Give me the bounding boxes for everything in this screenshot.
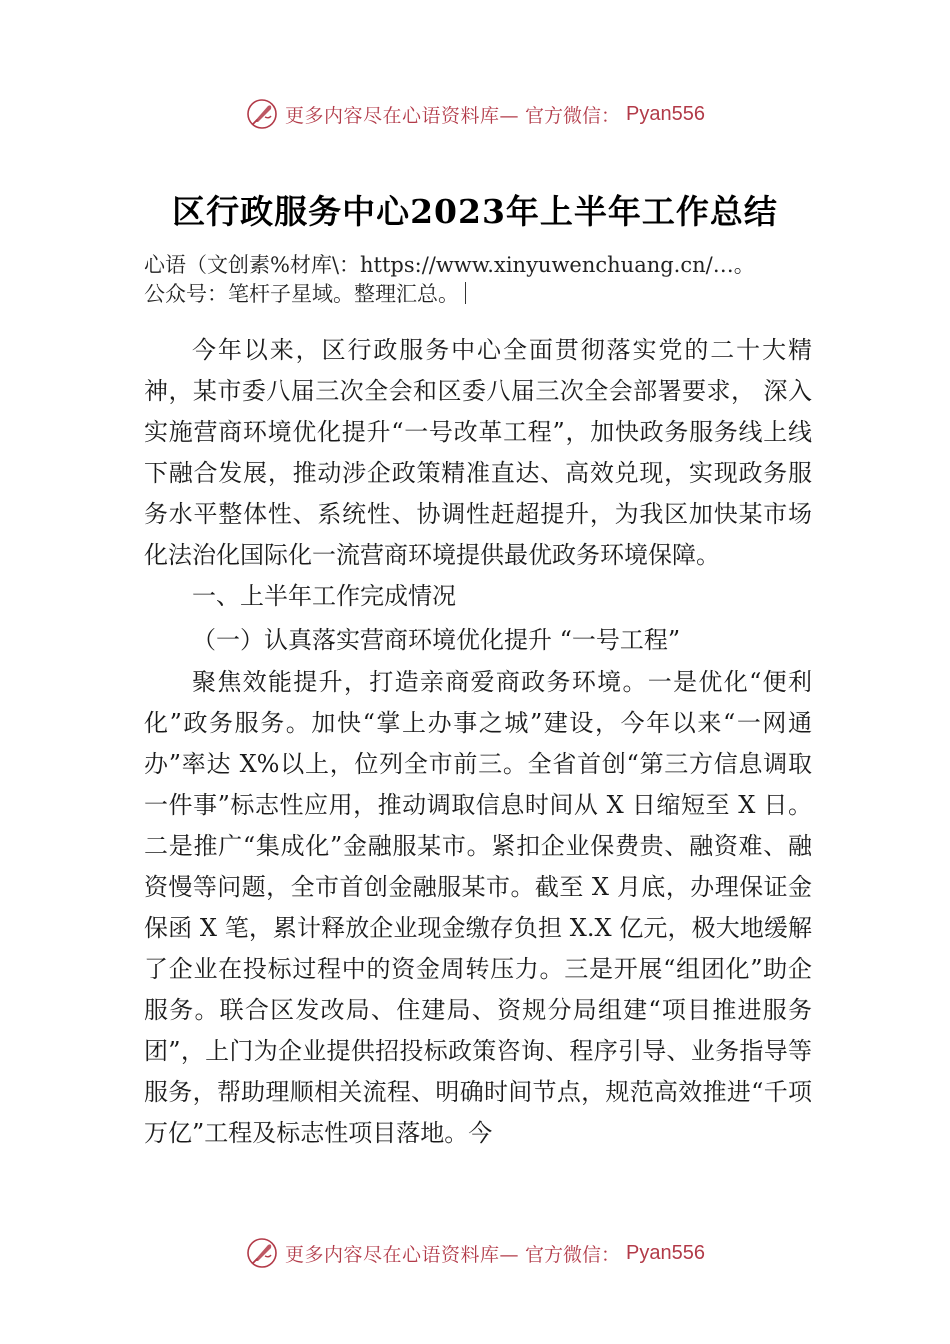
banner-text: 更多内容尽在心语资料库— xyxy=(285,104,520,127)
section-heading-1: 一、上半年工作完成情况 xyxy=(192,582,456,610)
document-body xyxy=(144,330,812,1154)
banner-text: 更多内容尽在心语资料库— xyxy=(285,1243,520,1266)
text-cursor xyxy=(465,282,466,304)
body-paragraph-2: 聚焦效能提升，打造亲商爱商政务环境。一是优化“便利化”政务服务。加快“掌上办事之城”建设，今年以来“一网通办”率达 X%以上，位列全市前三。全省首创“第三方信息调取一件事”标志性应用，推动调取信息时间从 X 日缩短至 X 日。二是推广“集成化”金融服某市。紧扣企业保费贵、融资难、融资慢等问题，全市首创金融服某市。截至 X 月底，办理保证金保函 X 笔，累计释放企业现金缴存负担 X.X 亿元，极大地缓解了企业在投标过程中的资金周转压力。三是开展“组团化”助企服务。联合区发改局、住建局、资规分局组建“项目推进服务团”，上门为企业提供招投标政策咨询、程序引导、业务指导等服务，帮助理顺相关流程、明确时间节点，规范高效推进“千项万亿”工程及标志性项目落地。今 xyxy=(144,668,812,1147)
quill-pen-logo-icon xyxy=(245,97,279,131)
intro-paragraph: 今年以来，区行政服务中心全面贯彻落实党的二十大精神，某市委八届三次全会和区委八届三次全会部署要求， 深入实施营商环境优化提升“一号改革工程”，加快政务服务线上线下融合发展，推动涉企政策精准直达、高效兑现，实现政务服务水平整体性、系统性、协调性赶超提升，为我区加快某市场化法治化国际化一流营商环境提供最优政务环境保障。 xyxy=(144,336,812,569)
footer-watermark-banner xyxy=(0,1233,950,1273)
banner-wechat-id: Pyan556 xyxy=(626,102,705,125)
source-line-1: 心语（文创素%材库\：https://www.xinyuwenchuang.cn/…。 xyxy=(144,253,755,277)
subsection-heading-1: （一）认真落实营商环境优化提升 “一号工程” xyxy=(192,626,681,654)
banner-wechat-label: 官方微信： xyxy=(525,1243,621,1266)
source-note xyxy=(144,251,824,309)
banner-wechat-id: Pyan556 xyxy=(626,1241,705,1264)
quill-pen-logo-icon xyxy=(245,1236,279,1270)
header-watermark-banner xyxy=(0,94,950,134)
document-title: 区行政服务中心2023年上半年工作总结 xyxy=(172,192,778,231)
banner-wechat-label: 官方微信： xyxy=(525,104,621,127)
source-line-2: 公众号：笔杆子星域。整理汇总。 xyxy=(144,282,459,306)
